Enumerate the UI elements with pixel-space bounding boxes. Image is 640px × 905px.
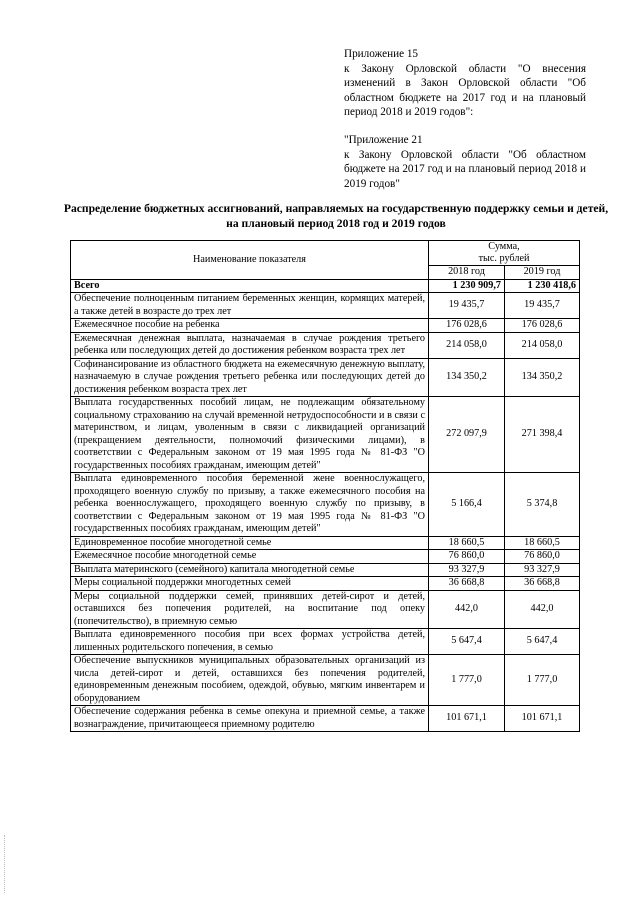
inner-appendix-label: "Приложение 21 <box>344 134 423 146</box>
row-value-2018: 134 350,2 <box>429 358 505 397</box>
total-2019: 1 230 418,6 <box>505 279 580 293</box>
row-value-2018: 36 668,8 <box>429 577 505 591</box>
table-row <box>71 629 580 655</box>
row-name: Единовременное пособие многодетной семье <box>71 536 429 550</box>
row-name: Ежемесячное пособие на ребенка <box>71 319 429 333</box>
row-value-2019: 5 647,4 <box>505 629 580 655</box>
appendix-label: Приложение 15 <box>344 48 419 60</box>
table-row <box>71 550 580 564</box>
row-value-2018: 214 058,0 <box>429 332 505 358</box>
table-row <box>71 536 580 550</box>
table-row <box>71 473 580 537</box>
table-row <box>71 590 580 629</box>
row-value-2018: 101 671,1 <box>429 706 505 732</box>
row-value-2018: 1 777,0 <box>429 655 505 706</box>
row-value-2019: 101 671,1 <box>505 706 580 732</box>
row-name: Софинансирование из областного бюджета на ежемесячную денежную выплату, назначаемую в случае рождения третьего ребенка или последующих детей до достижения ребенком возраста трех лет <box>71 358 429 397</box>
row-value-2018: 18 660,5 <box>429 536 505 550</box>
table-row <box>71 358 580 397</box>
row-name: Обеспечение содержания ребенка в семье опекуна и приемной семье, а также вознаграждение, причитающееся приемному родителю <box>71 706 429 732</box>
total-2018: 1 230 909,7 <box>429 279 505 293</box>
column-header-sum-line1: Сумма, <box>488 241 520 252</box>
column-header-name: Наименование показателя <box>71 241 429 280</box>
total-row <box>71 279 580 293</box>
table-row <box>71 655 580 706</box>
row-value-2018: 5 166,4 <box>429 473 505 537</box>
table-row <box>71 319 580 333</box>
row-value-2019: 36 668,8 <box>505 577 580 591</box>
row-value-2019: 76 860,0 <box>505 550 580 564</box>
budget-table <box>70 240 580 732</box>
row-name: Ежемесячное пособие многодетной семье <box>71 550 429 564</box>
row-value-2019: 176 028,6 <box>505 319 580 333</box>
row-value-2019: 214 058,0 <box>505 332 580 358</box>
column-header-sum-line2: тыс. рублей <box>478 253 530 264</box>
row-name: Обеспечение полноценным питанием беременных женщин, кормящих матерей, а также детей в возрасте до трех лет <box>71 293 429 319</box>
row-name: Меры социальной поддержки семей, принявших детей-сирот и детей, оставшихся без попечения родителей, на воспитание под опеку (попечительство), в приемную семью <box>71 590 429 629</box>
row-value-2019: 93 327,9 <box>505 563 580 577</box>
row-name: Выплата материнского (семейного) капитала многодетной семье <box>71 563 429 577</box>
column-header-sum <box>429 241 580 266</box>
row-value-2018: 19 435,7 <box>429 293 505 319</box>
table-row <box>71 563 580 577</box>
table-row <box>71 397 580 473</box>
inner-appendix-text: к Закону Орловской области "Об областном бюджете на 2017 год и на плановый период 2018 и 2019 годов" <box>344 148 586 190</box>
row-value-2019: 271 398,4 <box>505 397 580 473</box>
row-name: Меры социальной поддержки многодетных семей <box>71 577 429 591</box>
table-row <box>71 332 580 358</box>
row-value-2019: 18 660,5 <box>505 536 580 550</box>
table-row <box>71 706 580 732</box>
row-value-2018: 5 647,4 <box>429 629 505 655</box>
table-row <box>71 577 580 591</box>
row-name: Выплата единовременного пособия при всех формах устройства детей, лишенных родительского попечения, в семью <box>71 629 429 655</box>
appendix-text: к Закону Орловской области "О внесения изменений в Закон Орловской области "Об областном бюджете на 2017 год и на плановый период 2018 и 2019 годов": <box>344 62 586 119</box>
row-value-2019: 134 350,2 <box>505 358 580 397</box>
inner-appendix-header <box>344 133 586 191</box>
row-value-2018: 93 327,9 <box>429 563 505 577</box>
row-name: Обеспечение выпускников муниципальных образовательных организаций из числа детей-сирот и детей, оставшихся без попечения родителей, единовременным денежным пособием, одеждой, обувью, мягким инвентарем и оборудованием <box>71 655 429 706</box>
row-value-2018: 442,0 <box>429 590 505 629</box>
table-row <box>71 293 580 319</box>
row-value-2019: 19 435,7 <box>505 293 580 319</box>
column-header-2018: 2018 год <box>429 266 505 280</box>
row-value-2019: 442,0 <box>505 590 580 629</box>
row-name: Выплата государственных пособий лицам, не подлежащим обязательному социальному страхованию на случай временной нетрудоспособности и в связи с материнством, и лицам, уволенным в связи с ликвидацией организаций (прекращением деятельности, полномочий физическими лицами), в соответствии с Федеральным законом от 19 мая 1995 года № 81-ФЗ "О государственных пособиях гражданам, имеющим детей" <box>71 397 429 473</box>
margin-scan-marks <box>4 835 7 893</box>
row-value-2019: 5 374,8 <box>505 473 580 537</box>
row-name: Ежемесячная денежная выплата, назначаемая в случае рождения третьего ребенка или последующих детей до достижения ребенком возраста трех лет <box>71 332 429 358</box>
row-value-2019: 1 777,0 <box>505 655 580 706</box>
total-label: Всего <box>71 279 429 293</box>
row-name: Выплата единовременного пособия беременной жене военнослужащего, проходящего военную службу по призыву, а также ежемесячного пособия на ребенка военнослужащего, проходящего военную службу по призыву, в соответствии с Федеральным законом от 19 мая 1995 года № 81-ФЗ "О государственных пособиях гражданам, имеющим детей" <box>71 473 429 537</box>
column-header-2019: 2019 год <box>505 266 580 280</box>
row-value-2018: 76 860,0 <box>429 550 505 564</box>
document-title: Распределение бюджетных ассигнований, направляемых на государственную поддержку семьи и детей, на плановый период 2018 год и 2019 годов <box>63 202 609 230</box>
row-value-2018: 272 097,9 <box>429 397 505 473</box>
row-value-2018: 176 028,6 <box>429 319 505 333</box>
appendix-header <box>344 47 586 120</box>
